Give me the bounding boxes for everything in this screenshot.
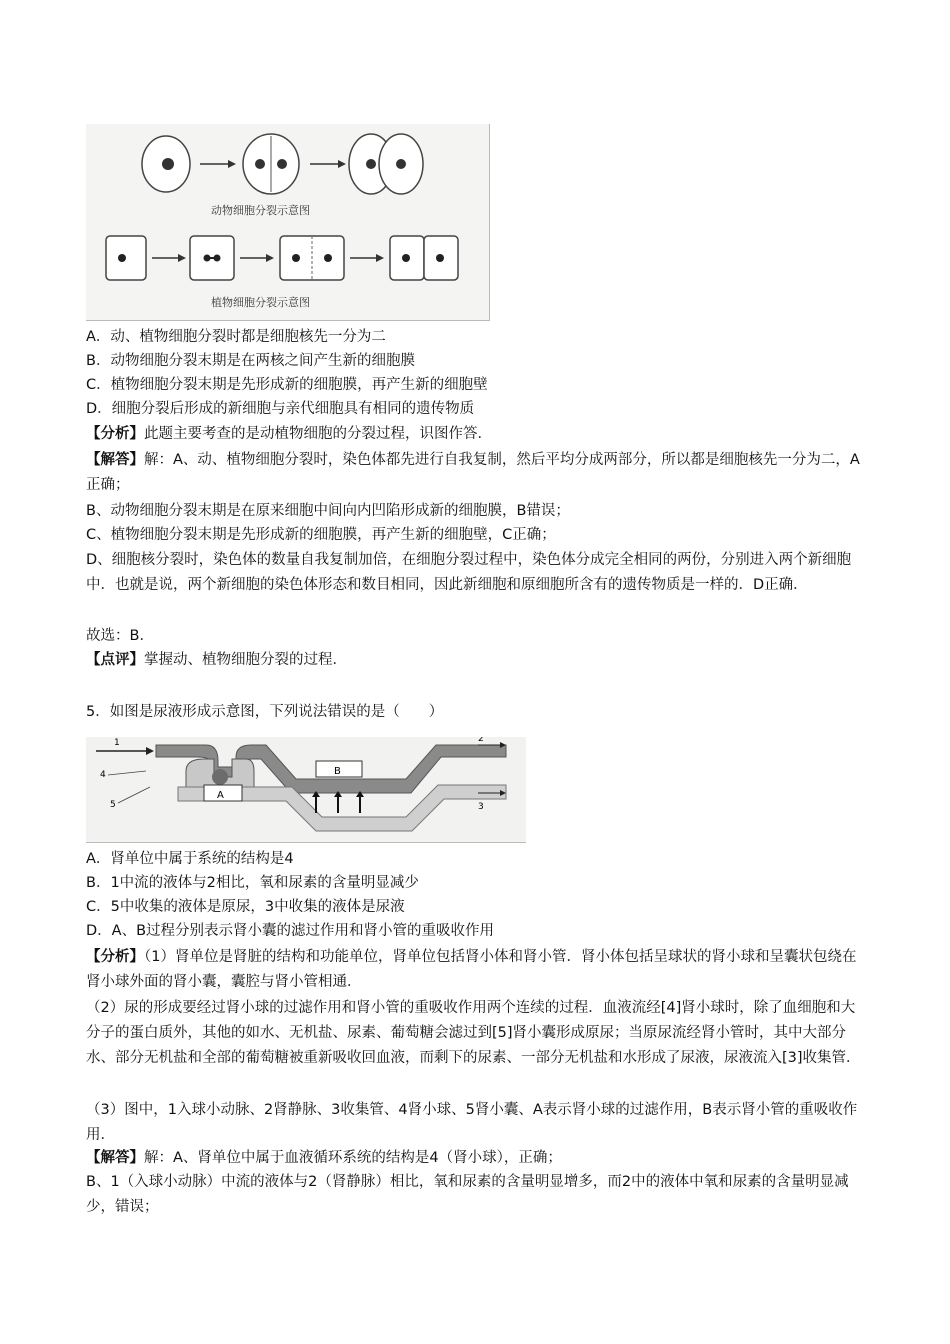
cell-division-diagram (86, 124, 489, 320)
q5-stem: 5．如图是尿液形成示意图，下列说法错误的是（ ） (86, 704, 444, 720)
q4-answer-a (86, 448, 866, 498)
label-b: B (334, 766, 341, 777)
plant-cell-3 (280, 236, 344, 280)
q5-answer-a (86, 1148, 562, 1168)
comment-text: 掌握动、植物细胞分裂的过程． (144, 652, 347, 668)
answer-a-text: 解：A、肾单位中属于血液循环系统的结构是4（肾小球），正确； (144, 1150, 562, 1166)
q5-answer-b: B、1（入球小动脉）中流的液体与2（肾静脉）相比，氧和尿素的含量明显增多，而2中的液体中氧和尿素的含量明显减少，错误； (86, 1174, 849, 1215)
q5-option-c: C．5中收集的液体是原尿，3中收集的液体是尿液 (86, 899, 405, 915)
animal-cell-2 (243, 134, 299, 194)
analysis-tag: 【分析】 (86, 949, 144, 965)
q5-analysis-2: （2）尿的形成要经过肾小球的过滤作用和肾小管的重吸收作用两个连续的过程．血液流经[4]肾小球时，除了血细胞和大分子的蛋白质外，其他的如水、无机盐、尿素、葡萄糖会滤过到[5]肾小囊形成原尿；当原尿流经肾小管时，其中大部分水、部分无机盐和全部的葡萄糖被重新吸收回血液，而剩下的尿素、一部分无机盐和水形成了尿液，尿液流入[3]收集管． (86, 1000, 861, 1066)
q4-answer-b: B、动物细胞分裂末期是在原来细胞中间向内凹陷形成新的细胞膜，B错误； (86, 503, 570, 519)
q4-option-c: C．植物细胞分裂末期是先形成新的细胞膜，再产生新的细胞壁 (86, 377, 488, 393)
arrow-icon (152, 254, 186, 262)
q4-choice: 故选：B． (86, 628, 154, 644)
plant-cell-4 (390, 236, 458, 280)
animal-cell-3 (349, 134, 423, 194)
animal-cell-1 (142, 136, 190, 192)
q5-option-a: A．肾单位中属于系统的结构是4 (86, 851, 294, 867)
q5-option-b: B．1中流的液体与2相比，氧和尿素的含量明显减少 (86, 875, 419, 891)
label-4: 4 (100, 770, 106, 780)
answer-tag: 【解答】 (86, 1150, 144, 1166)
answer-tag: 【解答】 (86, 452, 144, 468)
analysis-tag: 【分析】 (86, 426, 144, 442)
q4-analysis (86, 424, 492, 444)
plant-cell-2 (190, 236, 234, 280)
q4-comment (86, 650, 347, 670)
cell-division-figure (86, 124, 490, 321)
arrow-icon (350, 254, 384, 262)
arrow-icon (310, 160, 346, 168)
q4-option-d: D．细胞分裂后形成的新细胞与亲代细胞具有相同的遗传物质 (86, 401, 475, 417)
q4-answer-c: C、植物细胞分裂末期是先形成新的细胞膜，再产生新的细胞壁，C正确； (86, 527, 556, 543)
arrow-icon (200, 160, 236, 168)
urine-formation-figure (86, 737, 526, 843)
label-5: 5 (110, 800, 116, 810)
plant-cell-1 (106, 236, 146, 280)
plant-caption: 植物细胞分裂示意图 (211, 296, 310, 309)
label-2: 2 (478, 737, 484, 744)
analysis-1-text: （1）肾单位是肾脏的结构和功能单位，肾单位包括肾小体和肾小管．肾小体包括呈球状的肾小球和呈囊状包绕在肾小球外面的肾小囊，囊腔与肾小管相通． (86, 949, 857, 990)
urine-formation-diagram (86, 737, 526, 842)
comment-tag: 【点评】 (86, 652, 144, 668)
animal-caption: 动物细胞分裂示意图 (211, 204, 310, 217)
arrow-icon (240, 254, 274, 262)
q4-option-b: B．动物细胞分裂末期是在两核之间产生新的细胞膜 (86, 353, 415, 369)
q5-analysis-3: （3）图中，1入球小动脉、2肾静脉、3收集管、4肾小球、5肾小囊、A表示肾小球的过滤作用，B表示肾小管的重吸收作用． (86, 1102, 858, 1143)
label-3: 3 (478, 802, 484, 812)
answer-a-text: 解：A、动、植物细胞分裂时，染色体都先进行自我复制，然后平均分成两部分，所以都是细胞核先一分为二，A正确； (86, 452, 860, 493)
q4-answer-d: D、细胞核分裂时，染色体的数量自我复制加倍，在细胞分裂过程中，染色体分成完全相同的两份，分别进入两个新细胞中．也就是说，两个新细胞的染色体形态和数目相同，因此新细胞和原细胞所含有的遗传物质是一样的．D正确． (86, 552, 852, 593)
analysis-text: 此题主要考查的是动植物细胞的分裂过程，识图作答． (144, 426, 492, 442)
label-1: 1 (114, 738, 120, 748)
q4-option-a: A．动、植物细胞分裂时都是细胞核先一分为二 (86, 329, 386, 345)
q5-analysis-1 (86, 945, 866, 995)
q5-option-d: D．A、B过程分别表示肾小囊的滤过作用和肾小管的重吸收作用 (86, 923, 495, 939)
label-a: A (217, 790, 224, 801)
